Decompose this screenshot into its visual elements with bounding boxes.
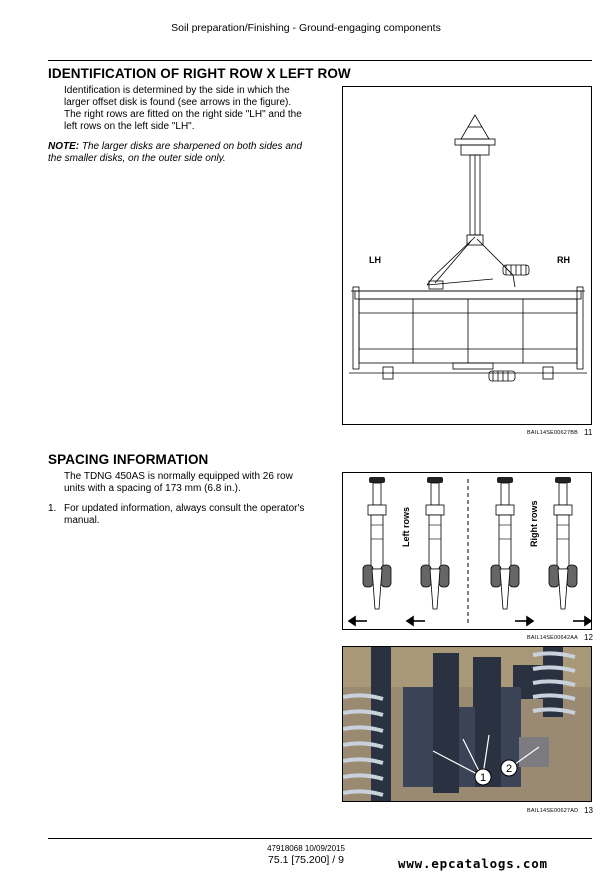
figure-12-label-left-rows: Left rows [401, 506, 411, 547]
note-label: NOTE: [48, 141, 80, 152]
figure-11-code: BAIL14SE00627BB [527, 430, 579, 436]
note-line: The larger disks are sharpened on both sides and [79, 141, 303, 152]
identification-line: larger offset disk is found (see arrows in the figure). [64, 97, 292, 108]
page-header-title: Soil preparation/Finishing - Ground-engaging components [171, 22, 441, 34]
section-title-spacing: SPACING INFORMATION [48, 452, 209, 467]
footer-page-number: 75.1 [75.200] / 9 [268, 854, 344, 866]
figure-12-drawing [343, 473, 592, 630]
figure-13-callout-2: 2 [505, 763, 513, 775]
figure-13-code: BAIL14SE00627AD [527, 808, 579, 814]
figure-11-frame [342, 86, 592, 425]
figure-11-number: 11 [584, 428, 593, 437]
identification-line: The right rows are fitted on the right side "LH" and the [64, 109, 302, 120]
figure-13-photo [342, 646, 592, 802]
spacing-list-item [64, 503, 326, 527]
note-line: the smaller disks, on the outer side only. [48, 153, 226, 164]
header-divider [48, 60, 592, 61]
spacing-list-line: manual. [64, 515, 100, 526]
figure-13-number: 13 [584, 806, 593, 815]
spacing-list-number: 1. [48, 503, 57, 514]
spacing-line: The TDNG 450AS is normally equipped with 26 row [64, 471, 293, 482]
figure-11-label-lh: LH [369, 255, 381, 265]
section-title-identification: IDENTIFICATION OF RIGHT ROW X LEFT ROW [48, 66, 351, 81]
figure-13-callout-1: 1 [479, 772, 487, 784]
spacing-line: units with a spacing of 173 mm (6.8 in.). [64, 483, 241, 494]
watermark-url: www.epcatalogs.com [398, 856, 548, 871]
footer-divider [48, 838, 592, 839]
footer-document-id: 47918068 10/09/2015 [267, 844, 345, 853]
identification-note [48, 141, 328, 165]
spacing-paragraph [64, 471, 326, 495]
identification-line: Identification is determined by the side in which the [64, 85, 290, 96]
figure-12-label-right-rows: Right rows [529, 500, 539, 547]
identification-paragraph [64, 85, 326, 133]
figure-12-code: BAIL14SE00642AA [527, 635, 579, 641]
figure-12-number: 12 [584, 633, 593, 642]
figure-13-drawing [343, 647, 592, 802]
figure-11-drawing [343, 87, 592, 425]
spacing-list-line: For updated information, always consult the operator's [64, 503, 305, 514]
identification-line: left rows on the left side "LH". [64, 121, 195, 132]
figure-11-label-rh: RH [557, 255, 570, 265]
figure-12-frame [342, 472, 592, 630]
